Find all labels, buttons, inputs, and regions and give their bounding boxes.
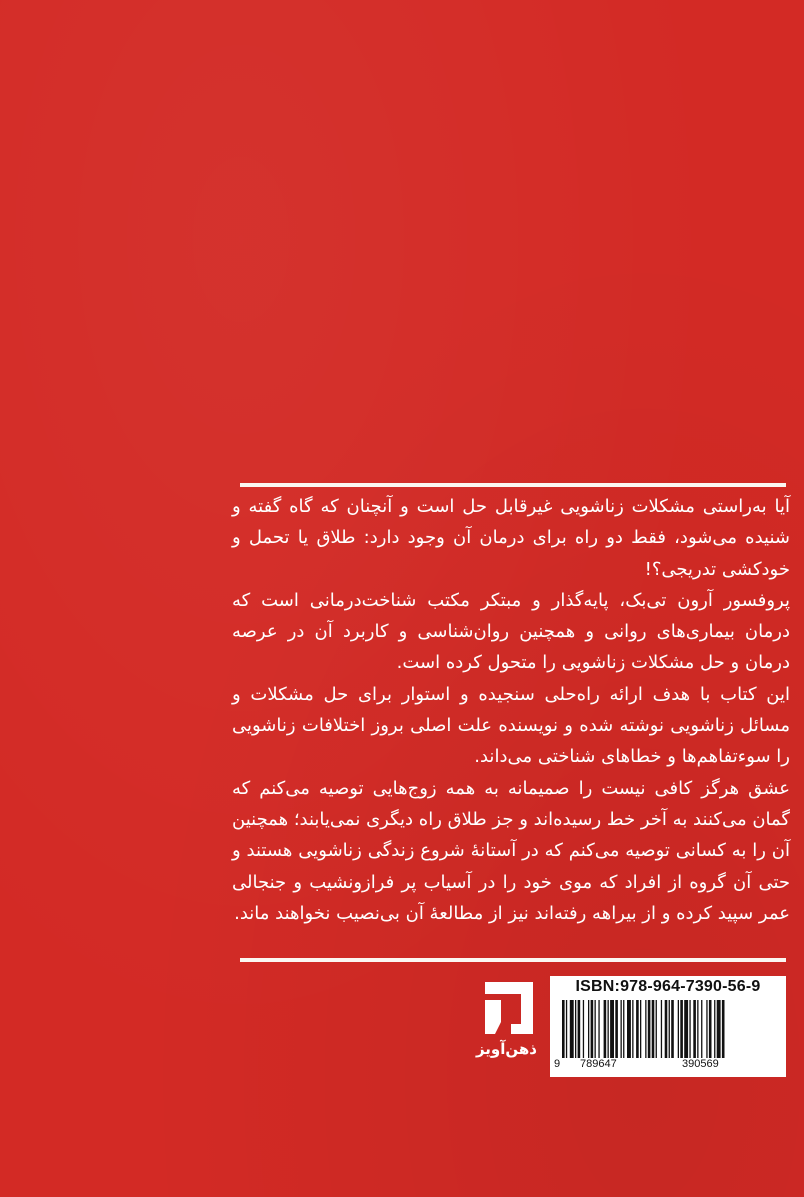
top-divider-rule [240, 483, 786, 487]
barcode-digit-first: 9 [554, 1058, 561, 1070]
blurb-paragraph-2: پروفسور آرون تی‌بک، پایه‌گذار و مبتکر مکتب شناخت‌درمانی است که درمان بیماری‌های روانی و همچنین روان‌شناسی و کاربرد آن در عرصه درمان و حل مشکلات زناشویی را متحول کرده است. [232, 589, 790, 674]
back-cover-blurb [232, 491, 790, 929]
blurb-paragraph-3: این کتاب با هدف ارائه راه‌حلی سنجیده و استوار برای حل مشکلات و مسائل زناشویی نوشته شده و نویسنده علت اصلی بروز اختلافات زناشویی را سوءتفاهم‌ها و خطاهای شناختی می‌داند. [232, 683, 790, 768]
blurb-paragraph-4: عشق هرگز کافی نیست را صمیمانه به همه زوج‌هایی توصیه می‌کنم که گمان می‌کنند به آخر خط رسیده‌اند و جز طلاق راه دیگری نمی‌یابند؛ همچنین آن را به کسانی توصیه می‌کنم که در آستانهٔ شروع زندگی زناشویی هستند و حتی آن گروه از افراد که موی خود را در آسیاب پر فرازونشیب و جنجالی عمر سپید کرده و از بیراهه رفته‌اند نیز از مطالعهٔ آن بی‌نصیب نخواهند ماند. [232, 777, 790, 924]
barcode-digits-group1: 789647 [580, 1058, 617, 1070]
barcode-bars [560, 1000, 776, 1058]
bottom-divider-rule [240, 958, 786, 962]
isbn-label: ISBN:978-964-7390-56-9 [575, 978, 761, 995]
blurb-paragraph-1: آیا به‌راستی مشکلات زناشویی غیرقابل حل است و آنچنان که گاه گفته و شنیده می‌شود، فقط دو راه برای درمان آن وجود دارد: طلاق یا تحمل و خودکشی تدریجی؟! [232, 496, 790, 580]
publisher-name: ذهن‌آویز [475, 1040, 537, 1058]
isbn-barcode [550, 976, 786, 1077]
barcode-digits-group2: 390569 [682, 1058, 719, 1070]
